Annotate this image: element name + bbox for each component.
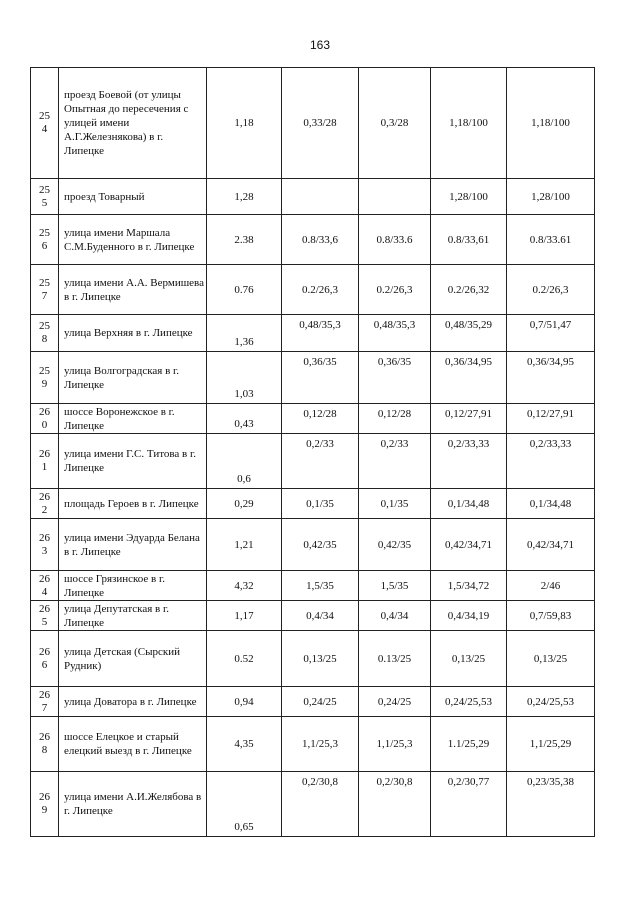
- row-number-part-2: 4: [41, 123, 48, 135]
- road-name: шоссе Елецкое и старый елецкий выезд в г. Липецке: [59, 717, 207, 772]
- table-row: [31, 631, 595, 687]
- row-number-part-2: 8: [41, 333, 48, 345]
- road-length: 4,35: [207, 717, 282, 772]
- row-number-part-1: 26: [39, 531, 50, 544]
- value-col-4: 0,23/35,38: [507, 772, 595, 837]
- value-col-4: 0,1/34,48: [507, 489, 595, 519]
- road-name: площадь Героев в г. Липецке: [59, 489, 207, 519]
- road-name: улица Волгоградская в г. Липецке: [59, 352, 207, 404]
- row-number-part-2: 1: [41, 461, 48, 473]
- road-name: улица имени Эдуарда Белана в г. Липецке: [59, 519, 207, 571]
- road-name: проезд Товарный: [59, 179, 207, 215]
- road-name: улица Депутатская в г. Липецке: [59, 601, 207, 631]
- value-col-1: 0.2/26,3: [282, 265, 359, 315]
- value-col-4: 0,42/34,71: [507, 519, 595, 571]
- road-name: шоссе Воронежское в г. Липецке: [59, 404, 207, 434]
- value-col-2: 1,1/25,3: [359, 717, 431, 772]
- road-length: 0,43: [207, 404, 282, 434]
- row-number: [31, 571, 59, 601]
- row-number-part-1: 26: [39, 490, 50, 503]
- value-col-4: 1,18/100: [507, 68, 595, 179]
- value-col-2: 0,2/33: [359, 434, 431, 489]
- road-length: 1,36: [207, 315, 282, 352]
- value-col-3: 0,24/25,53: [431, 687, 507, 717]
- value-col-1: 0.8/33,6: [282, 215, 359, 265]
- value-col-2: 0,24/25: [359, 687, 431, 717]
- row-number: [31, 687, 59, 717]
- value-col-3: 0,13/25: [431, 631, 507, 687]
- row-number-part-1: 26: [39, 448, 50, 460]
- value-col-3: 0,4/34,19: [431, 601, 507, 631]
- row-number-part-1: 26: [39, 405, 50, 418]
- table-row: [31, 772, 595, 837]
- value-col-4: 0,7/59,83: [507, 601, 595, 631]
- table-row: [31, 687, 595, 717]
- row-number: [31, 179, 59, 215]
- table-row: [31, 215, 595, 265]
- table-row: [31, 68, 595, 179]
- road-length: 4,32: [207, 571, 282, 601]
- road-length: 1,18: [207, 68, 282, 179]
- value-col-3: 0,1/34,48: [431, 489, 507, 519]
- table-row: [31, 571, 595, 601]
- value-col-3: 0,42/34,71: [431, 519, 507, 571]
- row-number: [31, 772, 59, 837]
- row-number-part-2: 9: [41, 804, 48, 816]
- road-length: 0,65: [207, 772, 282, 837]
- row-number-part-1: 26: [39, 572, 50, 585]
- table-row: [31, 717, 595, 772]
- table-row: [31, 179, 595, 215]
- row-number-part-2: 8: [41, 744, 48, 756]
- row-number-part-2: 5: [41, 196, 48, 209]
- road-length: 1,28: [207, 179, 282, 215]
- table-row: [31, 352, 595, 404]
- road-name: проезд Боевой (от улицы Опытная до пересечения с улицей имени А.Г.Железнякова) в г. Липецке: [59, 68, 207, 179]
- row-number-part-1: 26: [39, 731, 50, 743]
- row-number-part-2: 4: [41, 585, 48, 598]
- road-name: улица имени А.И.Желябова в г. Липецке: [59, 772, 207, 837]
- value-col-1: 0,24/25: [282, 687, 359, 717]
- row-number: [31, 601, 59, 631]
- row-number-part-2: 2: [41, 503, 48, 516]
- value-col-3: 1,5/34,72: [431, 571, 507, 601]
- row-number-part-1: 25: [39, 320, 50, 332]
- road-name: улица Доватора в г. Липецке: [59, 687, 207, 717]
- value-col-4: 0,13/25: [507, 631, 595, 687]
- table-row: [31, 315, 595, 352]
- row-number-part-2: 7: [41, 701, 48, 714]
- value-col-4: 0,24/25,53: [507, 687, 595, 717]
- value-col-3: 0.2/26,32: [431, 265, 507, 315]
- row-number: [31, 68, 59, 179]
- value-col-2: 0.2/26,3: [359, 265, 431, 315]
- row-number: [31, 265, 59, 315]
- road-name: улица имени А.А. Вермишева в г. Липецке: [59, 265, 207, 315]
- row-number-part-1: 25: [39, 364, 50, 377]
- row-number-part-1: 26: [39, 645, 50, 658]
- value-col-2: 0,36/35: [359, 352, 431, 404]
- row-number-part-2: 3: [41, 544, 48, 557]
- row-number: [31, 404, 59, 434]
- value-col-1: 0,4/34: [282, 601, 359, 631]
- value-col-2: 1,5/35: [359, 571, 431, 601]
- value-col-3: 0,2/33,33: [431, 434, 507, 489]
- value-col-1: 0,33/28: [282, 68, 359, 179]
- road-length: 1,17: [207, 601, 282, 631]
- value-col-1: 0,2/33: [282, 434, 359, 489]
- table-row: [31, 489, 595, 519]
- value-col-3: 1.1/25,29: [431, 717, 507, 772]
- page-number: 163: [309, 38, 331, 52]
- value-col-3: 0,2/30,77: [431, 772, 507, 837]
- table-row: [31, 404, 595, 434]
- row-number: [31, 519, 59, 571]
- row-number-part-2: 9: [41, 377, 48, 390]
- row-number: [31, 717, 59, 772]
- row-number-part-2: 0: [41, 418, 48, 431]
- value-col-1: 0,48/35,3: [282, 315, 359, 352]
- row-number-part-1: 26: [39, 688, 50, 701]
- value-col-3: 0,48/35,29: [431, 315, 507, 352]
- road-length: 0,6: [207, 434, 282, 489]
- table-body: [31, 68, 595, 837]
- value-col-4: 1,28/100: [507, 179, 595, 215]
- value-col-2: 0,1/35: [359, 489, 431, 519]
- row-number-part-1: 26: [39, 791, 50, 803]
- value-col-1: 0,2/30,8: [282, 772, 359, 837]
- road-length: 0,29: [207, 489, 282, 519]
- row-number: [31, 631, 59, 687]
- row-number: [31, 215, 59, 265]
- row-number: [31, 352, 59, 404]
- road-length: 0,94: [207, 687, 282, 717]
- value-col-2: [359, 179, 431, 215]
- road-length: 0.76: [207, 265, 282, 315]
- row-number: [31, 315, 59, 352]
- row-number-part-2: 5: [41, 615, 48, 628]
- value-col-4: 0.8/33.61: [507, 215, 595, 265]
- value-col-2: 0,3/28: [359, 68, 431, 179]
- value-col-4: 0,12/27,91: [507, 404, 595, 434]
- value-col-4: 0,36/34,95: [507, 352, 595, 404]
- row-number-part-1: 25: [39, 276, 50, 289]
- row-number: [31, 434, 59, 489]
- value-col-3: 0,36/34,95: [431, 352, 507, 404]
- road-length: 1,03: [207, 352, 282, 404]
- value-col-1: 0,1/35: [282, 489, 359, 519]
- value-col-2: 0.8/33.6: [359, 215, 431, 265]
- road-length: 1,21: [207, 519, 282, 571]
- row-number-part-1: 25: [39, 110, 50, 122]
- value-col-1: [282, 179, 359, 215]
- value-col-4: 0.2/26,3: [507, 265, 595, 315]
- value-col-1: 0,36/35: [282, 352, 359, 404]
- row-number: [31, 489, 59, 519]
- value-col-3: 0.8/33,61: [431, 215, 507, 265]
- road-name: улица имени Маршала С.М.Буденного в г. Липецке: [59, 215, 207, 265]
- value-col-2: 0.13/25: [359, 631, 431, 687]
- row-number-part-2: 6: [41, 239, 48, 252]
- value-col-2: 0,42/35: [359, 519, 431, 571]
- value-col-1: 0,12/28: [282, 404, 359, 434]
- value-col-1: 1,1/25,3: [282, 717, 359, 772]
- value-col-3: 1,28/100: [431, 179, 507, 215]
- value-col-1: 0,42/35: [282, 519, 359, 571]
- value-col-4: 1,1/25,29: [507, 717, 595, 772]
- value-col-2: 0,2/30,8: [359, 772, 431, 837]
- table-row: [31, 265, 595, 315]
- row-number-part-2: 7: [41, 289, 48, 302]
- road-name: улица Верхняя в г. Липецке: [59, 315, 207, 352]
- table-row: [31, 519, 595, 571]
- road-name: улица Детская (Сырский Рудник): [59, 631, 207, 687]
- value-col-3: 1,18/100: [431, 68, 507, 179]
- value-col-2: 0,12/28: [359, 404, 431, 434]
- roads-table: [30, 67, 595, 837]
- value-col-4: 0,7/51,47: [507, 315, 595, 352]
- value-col-3: 0,12/27,91: [431, 404, 507, 434]
- row-number-part-1: 26: [39, 602, 50, 615]
- value-col-2: 0,4/34: [359, 601, 431, 631]
- value-col-1: 0,13/25: [282, 631, 359, 687]
- value-col-2: 0,48/35,3: [359, 315, 431, 352]
- road-length: 2.38: [207, 215, 282, 265]
- row-number-part-1: 25: [39, 226, 50, 239]
- value-col-4: 0,2/33,33: [507, 434, 595, 489]
- row-number-part-1: 25: [39, 183, 50, 196]
- table-row: [31, 601, 595, 631]
- value-col-1: 1,5/35: [282, 571, 359, 601]
- road-name: улица имени Г.С. Титова в г. Липецке: [59, 434, 207, 489]
- value-col-4: 2/46: [507, 571, 595, 601]
- road-name: шоссе Грязинское в г. Липецке: [59, 571, 207, 601]
- row-number-part-2: 6: [41, 658, 48, 671]
- road-length: 0.52: [207, 631, 282, 687]
- table-row: [31, 434, 595, 489]
